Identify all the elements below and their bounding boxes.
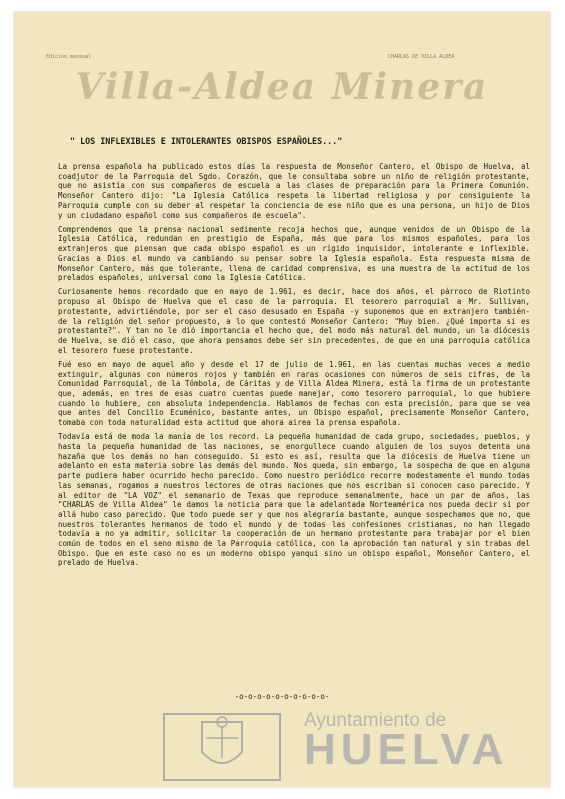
section-separator: -o-o-o-o-o-o-o-o-o-o- bbox=[234, 692, 330, 701]
article-paragraph: Curiosamente hemos recordado que en mayo de 1.961, es decir, hace dos años, el párroco de Riotinto propuso al Obispo de Huelva que el caso de la parroquia. El tesorero parroquial a Mr. Sullivan, protestante, advirtiéndole, por ser el caso desusado en España -y suponemos que en extranjero también- de la religión del señor propuesto, a lo que contestó Monseñor Cantero: "Muy bien. ¿Qué importa si es protestante?". Y tan no le dió importancia el hecho que, del modo más natural del mundo, un la diócesis de Huelva, se dió el caso, que ahora pensamos debe ser sin precedentes, de que en una parroquia católica el tesorero fuese protestante. bbox=[58, 287, 530, 355]
masthead-edition-label: Edición mensual bbox=[46, 54, 92, 60]
masthead-series-label: CHARLAS DE VILLA ALDEA bbox=[388, 54, 455, 60]
masthead bbox=[28, 52, 536, 112]
masthead-title: Villa-Aldea Minera bbox=[75, 66, 489, 108]
article-paragraph: Comprendemos que la prensa nacional sedimente recoja hechos que, aunque venidos de un Obispo de la Iglesia Católica, redundan en prestigio de España, más que para los mismos españoles, para los extranjeros que piensan que cada obispo español es un rígido inquisidor, intolerante e inflexible. Gracias a Dios el mundo va cambiando su pensar sobre la Iglesia española. Esta respuesta misma de Monseñor Cantero, más que tolerante, llena de caridad comprensiva, es una muestra de la actitud de los prelados españoles, universal como la Iglesia Católica. bbox=[58, 224, 530, 283]
article-heading: " LOS INFLEXIBLES E INTOLERANTES OBISPOS ESPAÑOLES..." bbox=[70, 136, 343, 146]
watermark-line1: Ayuntamiento de bbox=[304, 710, 447, 731]
article-paragraph: La prensa española ha publicado estos días la respuesta de Monseñor Cantero, el Obispo de Huelva, al coadjutor de la Parroquia del Sgdo. Corazón, que le consultaba sobre un niño de religión protestante, que no asistía con sus compañeros de escuela a las clases de preparación para la Primera Comunión. Monseñor Cantero dijo: "La Iglesia Católica respeta la libertad religiosa y por consiguiente la Parroquia cumple con su deber al respetar la conciencia de ese niño que es una persona, un hijo de Dios y un ciudadano español como sus compañeros de escuela". bbox=[58, 162, 530, 220]
article-body bbox=[58, 162, 530, 573]
article-paragraph: Todavía está de moda la manía de los record. La pequeña humanidad de cada grupo, sociedades, pueblos, y hasta la pequeña humanidad de las naciones, se enorgullece cuando alguien de los suyos detenta una hazaña que los demás no han conseguido. Si esto es así, resulta que la diócesis de Huelva tiene un adelanto en esta materia sobre las demás del mundo. Nos queda, sin embargo, la sospecha de que en alguna parte pudiera haber ocurrido hecho parecido. Como nuestro periódico recorre modestamente el mundo todas las semanas, rogamos a nuestros lectores de otras naciones que nos escriban si conocen caso parecido. Y al editor de "LA VOZ" el semanario de Texas que reproduce semanalmente, hace un par de años, las "CHARLAS de Villa Aldea" le damos la noticia para que la adelantada Norteamérica nos pueda decir si por allá hubo caso parecido. Que todo puede ser y que nos alegraría bastante, aunque sospechamos que no, que nuestros tolerantes hermanos de todo el mundo y de todas las confesiones cristianas, no han llegado todavía a no ya admitir, solicitar la cooperación de un hermano protestante para trabajar por el bien común de todos en el seno mismo de la Parroquia católica, con la aprobación tan natural y sin trabas del Obispo. Que en este caso no es un moderno obispo yanqui sino un obispo español, Monseñor Cantero, el prelado de Huelva. bbox=[58, 432, 530, 568]
article-paragraph: Fué eso en mayo de aquel año y desde el 17 de julio de 1.961, en las cuentas muchas veces a medio extinguir, algunas con números rojos y también en raras ocasiones con números de seis cifras, de la Comunidad Parroquial, de la Tómbola, de Cáritas y de Villa Aldea Minera, está la firma de un protestante que, además, en tres de esas cuatro cuentas puede manejar, como tesorero parroquial, lo que hubiere cuando lo hubiere, con absoluta independencia. Hablamos de fechas con esta precisión, para que se vea que antes del Concilio Ecuménico, bastante antes, un Obispo español, precisamente Monseñor Cantero, tomaba con toda naturalidad esta actitud que ahora airea la prensa española. bbox=[58, 359, 530, 428]
watermark-line2: HUELVA bbox=[304, 725, 509, 774]
archive-seal-icon bbox=[162, 712, 282, 782]
document-page bbox=[14, 12, 550, 787]
